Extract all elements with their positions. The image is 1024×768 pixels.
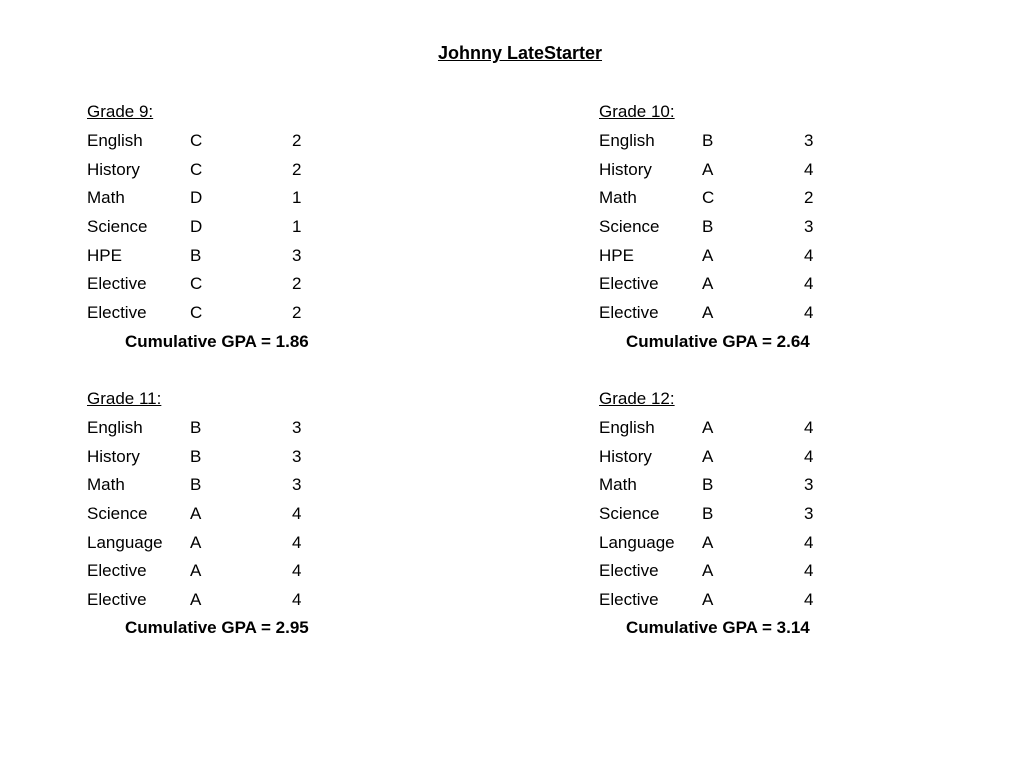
course-points: 3 [804, 504, 814, 524]
course-letter-grade: B [702, 475, 714, 495]
cumulative-gpa: Cumulative GPA = 2.95 [125, 618, 309, 637]
course-subject: Math [87, 475, 125, 495]
course-points: 3 [292, 475, 302, 495]
course-points: 4 [804, 274, 814, 294]
course-points: 4 [292, 561, 302, 581]
course-letter-grade: B [702, 131, 714, 150]
grade-10-block [599, 100, 859, 330]
course-row [87, 416, 347, 445]
course-subject: HPE [87, 245, 122, 265]
course-letter-grade: C [190, 303, 203, 323]
cumulative-gpa: Cumulative GPA = 3.14 [626, 618, 810, 637]
course-row [87, 301, 347, 330]
course-row [87, 272, 347, 301]
course-subject: Elective [599, 561, 659, 581]
course-points: 4 [804, 159, 814, 179]
course-subject: History [599, 159, 652, 179]
course-subject: Math [599, 188, 637, 208]
course-points: 4 [804, 303, 814, 323]
course-letter-grade: A [190, 590, 202, 610]
course-row [87, 531, 347, 560]
course-points: 4 [804, 245, 814, 265]
course-row [87, 129, 347, 158]
course-points: 3 [292, 446, 302, 466]
course-subject: Math [599, 475, 637, 495]
course-subject: History [87, 159, 140, 179]
course-letter-grade: B [190, 475, 202, 495]
course-letter-grade: C [190, 274, 203, 294]
course-subject: Elective [599, 274, 659, 294]
course-letter-grade: B [190, 245, 202, 265]
course-row [599, 244, 859, 273]
course-letter-grade: C [190, 131, 203, 150]
course-row [599, 301, 859, 330]
course-row [87, 588, 347, 617]
grade-heading: Grade 10: [599, 102, 675, 121]
course-row [87, 502, 347, 531]
course-subject: Elective [87, 303, 147, 323]
course-points: 4 [804, 590, 814, 610]
course-letter-grade: B [190, 446, 202, 466]
course-points: 2 [292, 274, 302, 294]
course-letter-grade: A [702, 274, 714, 294]
course-subject: HPE [599, 245, 634, 265]
course-row [87, 244, 347, 273]
course-row [599, 588, 859, 617]
course-row [87, 473, 347, 502]
course-row [599, 445, 859, 474]
course-points: 4 [292, 532, 302, 552]
course-points: 4 [804, 446, 814, 466]
course-row [87, 186, 347, 215]
grade-heading: Grade 9: [87, 102, 154, 121]
course-subject: Math [87, 188, 125, 208]
course-row [87, 215, 347, 244]
course-subject: English [87, 418, 143, 437]
course-subject: Science [87, 504, 148, 524]
course-letter-grade: D [190, 217, 203, 237]
course-letter-grade: A [702, 590, 714, 610]
course-subject: Language [599, 532, 675, 552]
course-subject: English [87, 131, 143, 150]
course-points: 3 [804, 217, 814, 237]
cumulative-gpa: Cumulative GPA = 1.86 [125, 332, 309, 351]
course-subject: Science [599, 504, 660, 524]
course-subject: English [599, 418, 655, 437]
course-row [599, 502, 859, 531]
course-row [599, 186, 859, 215]
course-letter-grade: A [702, 446, 714, 466]
course-points: 2 [292, 303, 302, 323]
page-title: Johnny LateStarter [437, 43, 603, 63]
grade-9-block [87, 100, 347, 330]
course-points: 4 [804, 561, 814, 581]
cumulative-gpa: Cumulative GPA = 2.64 [626, 332, 810, 351]
course-letter-grade: C [190, 159, 203, 179]
course-letter-grade: B [702, 504, 714, 524]
course-letter-grade: B [190, 418, 202, 437]
course-subject: Elective [599, 303, 659, 323]
course-subject: Language [87, 532, 163, 552]
course-points: 2 [292, 131, 302, 150]
course-row [599, 272, 859, 301]
grade-heading: Grade 12: [599, 389, 675, 408]
course-points: 4 [804, 532, 814, 552]
course-points: 3 [804, 131, 814, 150]
course-letter-grade: D [190, 188, 203, 208]
course-letter-grade: A [190, 504, 202, 524]
course-letter-grade: A [702, 532, 714, 552]
course-points: 3 [292, 245, 302, 265]
course-letter-grade: C [702, 188, 715, 208]
course-points: 4 [292, 590, 302, 610]
course-letter-grade: B [702, 217, 714, 237]
course-row [599, 473, 859, 502]
course-points: 1 [292, 217, 302, 237]
course-points: 2 [292, 159, 302, 179]
course-points: 3 [804, 475, 814, 495]
course-subject: Science [599, 217, 660, 237]
course-letter-grade: A [702, 561, 714, 581]
course-subject: History [87, 446, 140, 466]
course-row [87, 158, 347, 187]
course-row [599, 531, 859, 560]
course-points: 2 [804, 188, 814, 208]
course-letter-grade: A [190, 561, 202, 581]
course-points: 4 [292, 504, 302, 524]
course-row [599, 158, 859, 187]
course-points: 1 [292, 188, 302, 208]
course-row [599, 129, 859, 158]
course-row [599, 215, 859, 244]
course-subject: Science [87, 217, 148, 237]
course-letter-grade: A [702, 159, 714, 179]
course-subject: Elective [87, 561, 147, 581]
course-letter-grade: A [702, 245, 714, 265]
course-letter-grade: A [702, 303, 714, 323]
course-row [599, 559, 859, 588]
course-subject: Elective [599, 590, 659, 610]
course-row [87, 559, 347, 588]
course-row [599, 416, 859, 445]
course-letter-grade: A [702, 418, 714, 437]
course-subject: Elective [87, 590, 147, 610]
course-row [87, 445, 347, 474]
grade-12-block [599, 387, 859, 617]
course-letter-grade: A [190, 532, 202, 552]
course-points: 4 [804, 418, 814, 437]
grade-11-block [87, 387, 347, 617]
course-subject: History [599, 446, 652, 466]
course-points: 3 [292, 418, 302, 437]
grade-heading: Grade 11: [87, 389, 162, 408]
course-subject: English [599, 131, 655, 150]
course-subject: Elective [87, 274, 147, 294]
